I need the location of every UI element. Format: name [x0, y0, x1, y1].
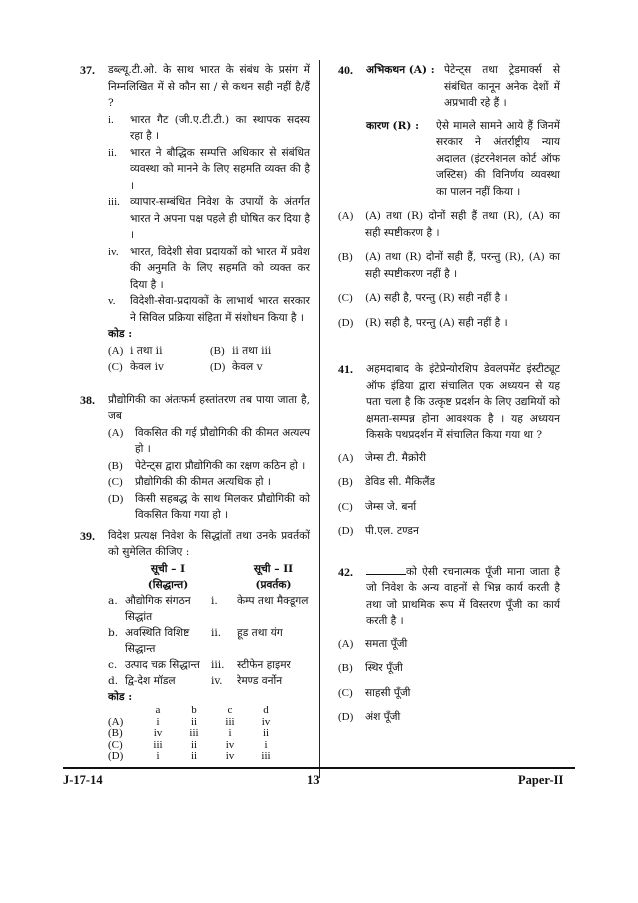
option-text: स्थिर पूँजी	[365, 662, 403, 674]
option-label: (A)	[338, 451, 354, 464]
code-cell: iv	[225, 750, 235, 762]
answer-option[interactable]	[338, 709, 560, 726]
code-cell: iii	[261, 750, 271, 762]
row-label: ii.	[211, 626, 222, 639]
question-text-body: को ऐसी रचनात्मक पूँजी माना जाता है जो निवेश के अन्य वाहनों से भिन्न कार्य करती है तथा जो प्राथमिक रूप में विस्तरण पूँजी का कार्य करती है ।	[366, 565, 560, 627]
code-header-row	[108, 705, 284, 717]
code-cell: iii	[225, 715, 235, 728]
code-row[interactable]	[108, 751, 284, 763]
answer-option[interactable]	[338, 685, 560, 702]
answer-option[interactable]	[108, 458, 310, 475]
option-text: ii तथा iii	[232, 344, 272, 357]
option-label: (D)	[108, 492, 124, 505]
option-label: (D)	[338, 316, 354, 329]
code-cell: i	[228, 727, 232, 739]
row-label: iii.	[211, 658, 225, 671]
option-text: डेविड सी. मैकिलैंड	[365, 476, 436, 488]
code-table	[108, 705, 284, 763]
principle: उत्पाद चक्र सिद्धान्त	[125, 658, 200, 671]
question-text: डब्ल्यू.टी.ओ. के साथ भारत के संबंध के प्रसंग में निम्नलिखित में से कौन सा / से कथन सही नहीं है/हैं ?	[108, 64, 310, 109]
row-label: b.	[108, 626, 119, 639]
row-label: iv.	[211, 674, 223, 687]
right-column	[338, 62, 560, 726]
option-label: (B)	[108, 459, 123, 472]
principle: द्वि-देश मॉडल	[125, 674, 176, 687]
assertion	[366, 62, 560, 112]
question-number: 41.	[338, 362, 353, 376]
footer-rule	[63, 767, 575, 769]
row-label: d.	[108, 674, 119, 687]
code-cell: i	[264, 738, 268, 751]
list-1-subtitle: (सिद्धान्त)	[147, 578, 189, 591]
answer-option[interactable]	[338, 208, 560, 241]
code-cell: i	[156, 715, 160, 728]
code-cell: d	[263, 704, 269, 716]
reason-text: ऐसे मामले सामने आये हैं जिनमें सरकार ने अंतर्राष्ट्रीय न्याय अदालत (इंटरनेशनल कोर्ट ऑफ जस्टिस) की विनिर्णय व्यवस्था का पालन नहीं किया ।	[436, 119, 560, 198]
option-text: जेम्स जे. बर्ना	[365, 500, 417, 513]
code-label: कोड :	[108, 690, 133, 703]
code-cell: ii	[190, 715, 198, 728]
paper-code: J-17-14	[63, 773, 103, 787]
option-text: (A) तथा (R) दोनों सही हैं तथा (R), (A) का सही स्पष्टीकरण है ।	[365, 210, 560, 239]
proponent: हूड तथा यंग	[237, 626, 283, 639]
option-text: पेटेन्ट्स द्वारा प्रौद्योगिकी का रक्षण कठिन हो ।	[135, 459, 306, 472]
option-text: प्रौद्योगिकी की कीमत अत्यधिक हो ।	[135, 476, 271, 488]
reason-label: कारण (R) :	[366, 119, 419, 132]
option-label: (A)	[338, 210, 354, 222]
item-text: भारत, विदेशी सेवा प्रदायकों को भारत में प्रवेश की अनुमति के लिए सहमति को व्यक्त कर दिया है ।	[130, 245, 310, 291]
question-42	[338, 564, 560, 726]
code-cell: iv	[261, 715, 271, 728]
option-label: (C)	[338, 686, 353, 699]
answer-option[interactable]	[108, 491, 310, 524]
code-cell: iv	[153, 727, 163, 739]
answer-option[interactable]	[338, 290, 560, 307]
answer-option[interactable]	[108, 425, 310, 458]
match-row	[108, 657, 310, 673]
code-cell: iii	[189, 727, 199, 739]
item-label: iv.	[108, 245, 119, 258]
assertion-text: पेटेन्ट्स तथा ट्रेडमार्क्स से संबंधित कानून अनेक देशों में अप्रभावी रहे हैं ।	[444, 64, 560, 109]
item-label: i.	[108, 113, 114, 126]
code-cell	[108, 705, 140, 717]
option-label: (A)	[108, 426, 124, 439]
option-label: (A)	[108, 344, 124, 357]
option-label: (C)	[338, 500, 353, 513]
row-label: a.	[108, 594, 118, 607]
code-cell: (A)	[108, 715, 124, 728]
left-column	[80, 62, 310, 763]
option-text: किसी सहबद्ध के साथ मिलकर प्रौद्योगिकी को विकसित किया गया हो ।	[135, 492, 310, 521]
option-label: (B)	[338, 251, 353, 263]
match-table	[108, 561, 310, 689]
option-text: समता पूँजी	[365, 637, 408, 650]
answer-option[interactable]	[338, 249, 560, 282]
code-cell: iii	[153, 738, 163, 751]
answer-codes	[108, 343, 310, 376]
answer-option[interactable]	[338, 474, 560, 491]
question-number: 39.	[80, 528, 95, 543]
option-label: (B)	[338, 662, 353, 674]
code-cell: ii	[190, 738, 198, 751]
list-2-title: सूची – II	[253, 562, 294, 575]
proponent: स्टीफेन हाइमर	[237, 658, 291, 671]
answer-option[interactable]	[338, 499, 560, 516]
match-row	[108, 673, 310, 689]
code-cell: ii	[190, 750, 198, 762]
option-label: (B)	[210, 344, 225, 357]
code-cell: (C)	[108, 738, 123, 751]
answer-option[interactable]	[108, 474, 310, 491]
principle: अवस्थिति विशिष्ट सिद्धान्त	[125, 626, 190, 655]
option-label: (D)	[338, 711, 354, 723]
proponent: केम्प तथा मैक्डूगल	[237, 594, 309, 607]
code-cell: (D)	[108, 750, 124, 762]
question-40	[338, 62, 560, 331]
question-39	[80, 528, 310, 763]
option-label: (C)	[108, 361, 123, 373]
option-text: i तथा ii	[130, 344, 163, 357]
principle: औद्योगिक संगठन सिद्धांत	[125, 594, 191, 623]
row-label: c.	[108, 658, 118, 671]
item-label: iii.	[108, 196, 120, 208]
item-text: विदेशी-सेवा-प्रदायकों के लाभार्थ भारत सरकार ने सिविल प्रक्रिया संहिता में संशोधन किया है ।	[130, 295, 310, 324]
question-text: विदेश प्रत्यक्ष निवेश के सिद्धांतों तथा उनके प्रवर्तकों को सुमेलित कीजिए :	[108, 529, 310, 558]
item-label: ii.	[108, 146, 117, 159]
question-text: अहमदाबाद के इंटेप्रेन्योरशिप डेवलपमेंट इंस्टीट्यूट ऑफ इंडिया द्वारा संचालित एक अध्ययन से यह पता चला है कि उत्कृष्ट प्रदर्शन के लिए उद्यमियों को क्षमता-सम्पन्न होना आवश्यक है । यह अध्ययन किसके पथप्रदर्शन में संचालित किया गया था ?	[366, 363, 560, 441]
item-label: v.	[108, 295, 116, 307]
option-label: (B)	[338, 476, 353, 488]
item-text: व्यापार-सम्बंधित निवेश के उपायों के अंतर्गत भारत ने अपना पक्ष पहले ही घोषित कर दिया है ।	[130, 196, 310, 241]
statement-item	[108, 112, 310, 145]
paper-label: Paper-II	[518, 773, 564, 787]
option-text: जेम्स टी. मैक्रोरी	[365, 451, 426, 464]
answer-option[interactable]	[338, 523, 560, 540]
question-text: प्रौद्योगिकी का अंतःफर्म हस्तांतरण तब पाया जाता है, जब	[108, 393, 310, 422]
code-cell: a	[155, 704, 161, 716]
assertion-label: अभिकथन (A) :	[366, 64, 435, 76]
reason	[366, 118, 560, 201]
option-text: (A) सही है, परन्तु (R) सही नहीं है ।	[365, 292, 508, 304]
list-2-subtitle: (प्रवर्तक)	[255, 578, 292, 591]
question-number: 37.	[80, 63, 95, 77]
statement-item	[108, 145, 310, 195]
page-number: 13	[307, 773, 320, 787]
row-label: i.	[211, 594, 218, 607]
answer-option[interactable]	[338, 315, 560, 332]
code-cell: i	[156, 750, 160, 762]
option-text: केवल iv	[130, 361, 164, 373]
option-text: (A) तथा (R) दोनों सही हैं, परन्तु (R), (A) का सही स्पष्टीकरण नहीं है ।	[365, 251, 560, 280]
proponent: रेमण्ड वर्नोन	[237, 674, 283, 687]
option-label: (C)	[108, 476, 123, 488]
question-41	[338, 361, 560, 540]
option-text: पी.एल. टण्डन	[365, 525, 419, 537]
item-text: भारत गैट (जी.ए.टी.टी.) का स्थापक सदस्य रहा है ।	[130, 113, 310, 142]
option-label: (A)	[338, 637, 354, 650]
answer-option[interactable]	[338, 636, 560, 653]
code-cell: c	[227, 704, 233, 716]
option-label: (D)	[210, 361, 226, 373]
option-text: केवल v	[232, 361, 263, 373]
statement-item	[108, 194, 310, 244]
option-text: अंश पूँजी	[365, 711, 401, 723]
list-1-title: सूची – I	[150, 562, 186, 575]
answer-option[interactable]	[338, 660, 560, 677]
code-cell: b	[191, 704, 197, 716]
question-38	[80, 392, 310, 524]
item-text: भारत ने बौद्धिक सम्पत्ति अधिकार से संबंधित व्यवस्था को मानने के लिए सहमति व्यक्त की है ।	[130, 146, 310, 192]
question-number: 42.	[338, 564, 353, 579]
question-number: 38.	[80, 392, 95, 407]
option-label: (C)	[338, 292, 353, 304]
answer-option[interactable]	[338, 450, 560, 467]
option-text: (R) सही है, परन्तु (A) सही नहीं है ।	[365, 316, 508, 329]
code-row[interactable]	[108, 728, 284, 740]
fill-blank	[366, 564, 406, 575]
code-cell: iv	[225, 738, 235, 751]
statement-item	[108, 293, 310, 326]
statement-item	[108, 244, 310, 294]
code-label: कोड :	[108, 328, 133, 340]
option-text: साहसी पूँजी	[365, 686, 411, 699]
code-cell: (B)	[108, 727, 123, 739]
code-cell: ii	[262, 727, 270, 739]
question-number: 40.	[338, 63, 353, 77]
option-text: विकसित की गई प्रौद्योगिकी की कीमत अत्यल्प हो ।	[135, 426, 310, 455]
question-37	[80, 62, 310, 376]
column-divider	[319, 60, 320, 778]
option-label: (D)	[338, 525, 354, 537]
match-row	[108, 625, 310, 657]
question-text	[366, 564, 560, 630]
match-row	[108, 593, 310, 625]
